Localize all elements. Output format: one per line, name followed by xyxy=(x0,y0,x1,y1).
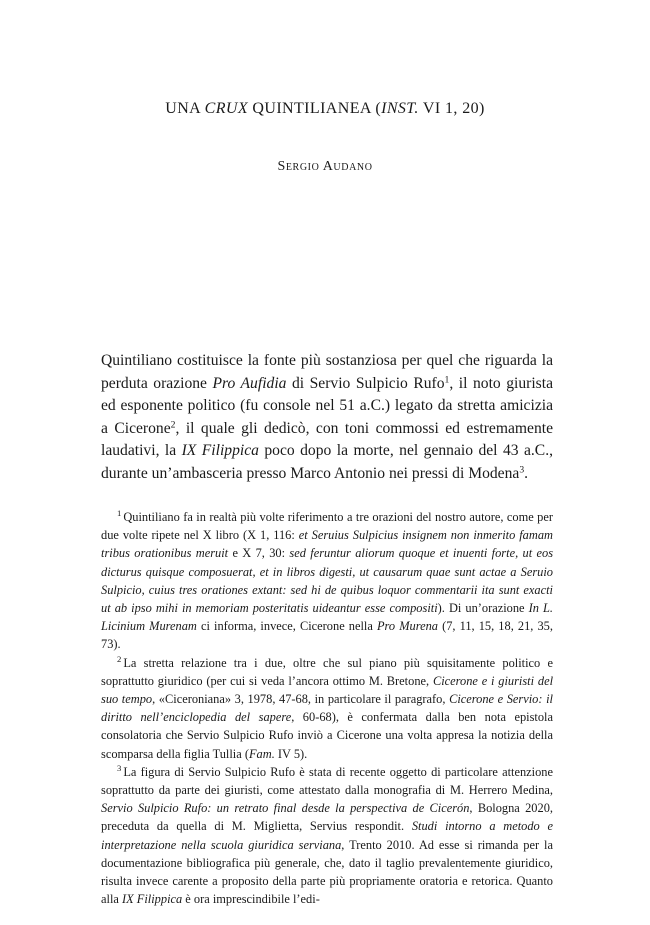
title-italic-part: CRUX xyxy=(204,100,249,117)
italic-work-title: Pro Aufidia xyxy=(212,374,287,392)
article-title xyxy=(0,100,650,118)
title-part: QUINTILIANEA ( xyxy=(248,100,382,117)
footnote-1: $^1$ Quintiliano fa in realtà più volte riferimento a tre orazioni del nostro autore, come per due volte ripete nel X libro (X 1, 116: et Seruius Sulpicius insignem non inmerito famam tribus orationibus meruit e X 7, 30: sed feruntur aliorum quoque et inuenti forte, ut eos dicturus quisque composuerat, et in libros digesti, ut causarum quae sunt actae a Seruio Sulpicio, cuius tres orationes extant: sed hi de quibus loquor commentarii ita sunt exacti ut ab ipso mihi in memoriam posteritatis uideantur esse compositi). Di un’orazione In L. Licinium Murenam ci informa, invece, Cicerone nella Pro Murena (7, 11, 15, 18, 21, 35, 73). xyxy=(101,508,554,652)
footnote-ref: 2 xyxy=(170,419,176,431)
footnotes xyxy=(101,508,553,908)
footnote-2: $^2$ La stretta relazione tra i due, oltre che sul piano più squisitamente politico e soprattutto giuridico (per cui si veda l’ancora ottimo M. Bretone, Cicerone e i giuristi del suo tempo, «Ciceroniana» 3, 1978, 47-68, in particolare il paragrafo, Cicerone e Servio: il diritto nell’enciclopedia del sapere, 60-68), è confermata dalla ben nota epistola consolatoria che Servio Sulpicio Rufo inviò a Cicerone una volta appresa la notizia della scomparsa della figlia Tullia (Fam. IV 5). xyxy=(101,653,554,761)
title-part: UNA xyxy=(165,100,205,117)
title-part: VI 1, 20) xyxy=(418,100,485,117)
italic-work-title: IX Filippica xyxy=(181,442,259,460)
footnote-number: 3 xyxy=(117,763,122,774)
title-italic-part: INST. xyxy=(381,100,419,117)
author-name: Sergio Audano xyxy=(277,159,373,174)
footnote-ref: 1 xyxy=(444,374,450,386)
footnote-ref: 3 xyxy=(519,464,525,476)
footnote-number: 1 xyxy=(117,508,122,519)
body-paragraph: Quintiliano costituisce la fonte più sostanziosa per quel che riguarda la perduta orazione Pro Aufidia di Servio Sulpicio Rufo$^1$, il noto giurista ed esponente politico (fu console nel 51 a.C.) legato da stretta amicizia a Cicerone$^2$, il quale gli dedicò, con toni commossi ed estremamente laudativi, la IX Filippica poco dopo la morte, nel gennaio del 43 a.C., durante un’ambasceria presso Marco Antonio nei pressi di Modena$^3$. xyxy=(101,352,554,482)
footnote-3: $^3$ La figura di Servio Sulpicio Rufo è stata di recente oggetto di particolare attenzione soprattutto da parte dei giuristi, come attestato dalla monografia di M. Herrero Medina, Servio Sulpicio Rufo: un retrato final desde la perspectiva de Cicerón, Bologna 2020, preceduta da quella di M. Miglietta, Servius respondit. Studi intorno a metodo e interpretazione nella scuola giuridica serviana, Trento 2010. Ad esse si rimanda per la documentazione bibliografica più generale, che, dato il taglio prevalentemente giuridico, risulta invece carente a proposito della parte più propriamente oratoria e retorica. Quanto alla IX Filippica è ora imprescindibile l’edi- xyxy=(101,763,554,907)
footnote-number: 2 xyxy=(117,653,122,664)
